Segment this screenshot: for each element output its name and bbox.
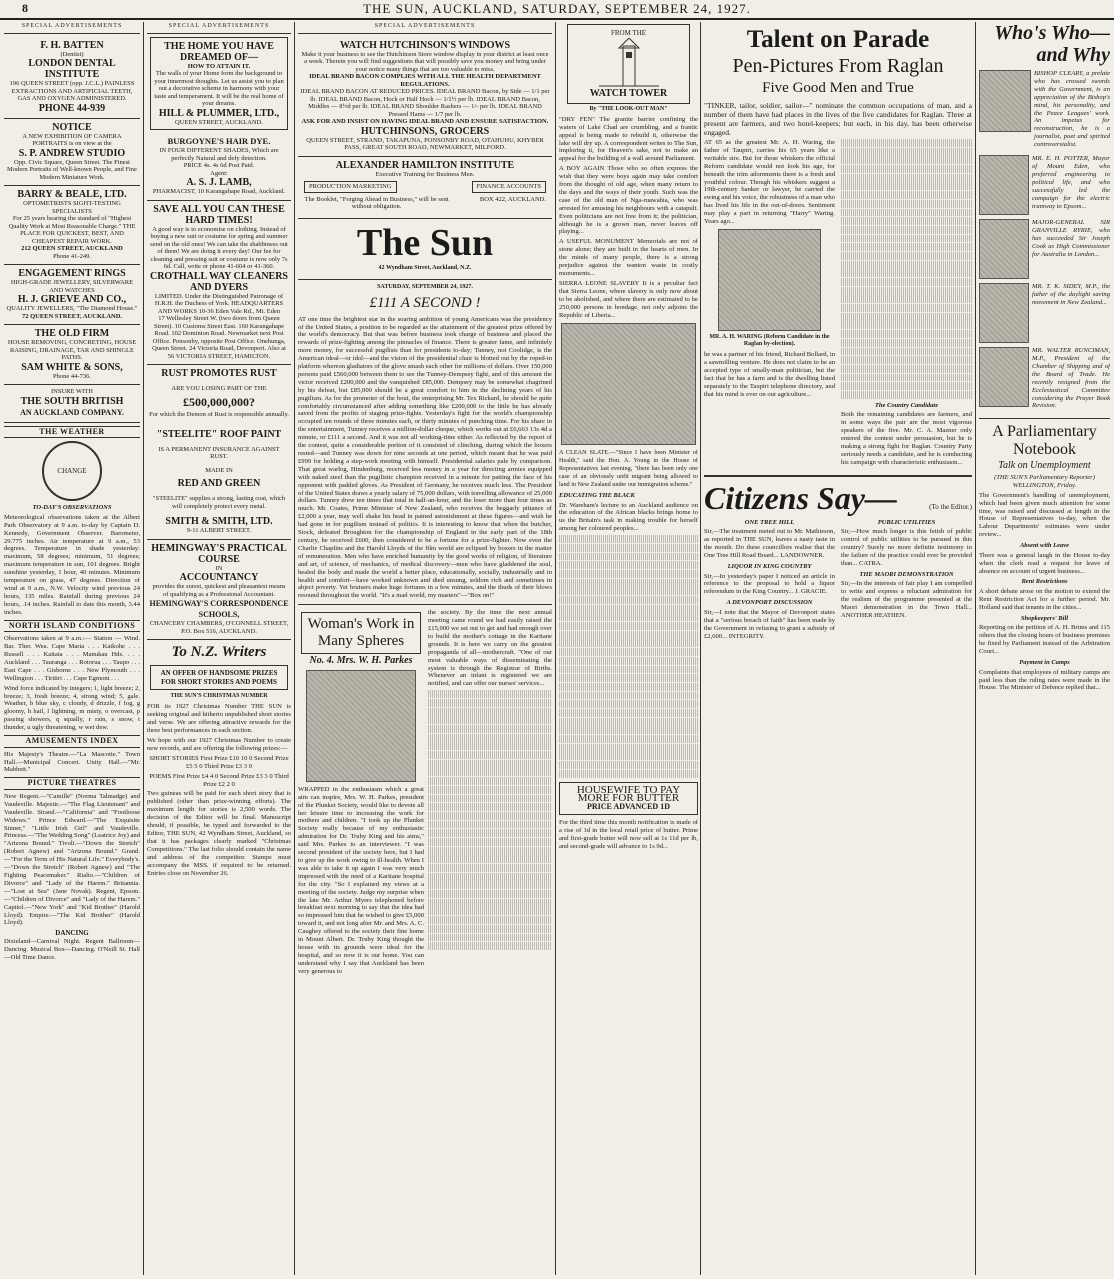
writers-poems-prizes: POEMS First Prize £4 4 0 Second Prize £3 3 0 Third Prize £2 2 0 <box>149 772 289 788</box>
portrait-cleary <box>979 70 1031 132</box>
home-sub: HOW TO ATTAIN IT. <box>187 62 251 70</box>
burgoyne-text: IN FOUR DIFFERENT SHADES, Which are perfectly Natural and defy detection. <box>159 147 279 162</box>
country-candidate-heading: The Country Candidate <box>874 401 939 409</box>
writers-competition <box>147 644 291 877</box>
women-sub: No. 4. Mrs. W. H. Parkes <box>309 655 413 667</box>
watchtower-byline: By "THE LOOK-OUT MAN" <box>589 105 668 112</box>
home-company: HILL & PLUMMER, LTD., <box>158 107 280 119</box>
ad-steelite <box>147 365 291 540</box>
barry-address: 212 QUEEN STREET, AUCKLAND <box>21 245 123 253</box>
waring-caption: MR. A. H. WARING (Reform Candidate in the Raglan by-election). <box>709 333 830 347</box>
whos-who-title: Who's Who—and Why <box>994 22 1110 66</box>
letter-utilities-text: Sir,—How much longer is this fetish of public control of public utilities to be pursued in this country? Surely no more definite testimony to the failure of the practice could ever be provided than... CATRA. <box>841 528 972 567</box>
hutchinson-prices: IDEAL BRAND BACON AT REDUCED PRICES. IDEAL BRAND Bacon, by Side — 1/1 per lb. IDEAL BRAND Bacon, Hock or Half Hock — 1/1½ per lb. IDEAL BRAND Bacon, Middles — 8½d per lb. IDEAL BRAND Shoulder Rashers — 1/- per lb. IDEAL BRAND Pressed Hams — 1/7 per lb. <box>300 88 550 118</box>
portrait-ryrie <box>979 219 1029 279</box>
talent-lead: "TINKER, tailor, soldier, sailor—" nominate the common occupations of man, and a number of them have had places in the lives of the five candidates for Raglan. Three at present are farmers, and two hotel-keepers; but each, in his day, has been otherwise engaged. <box>704 101 972 137</box>
barry-text: For 25 years bearing the standard of "Highest Quality Work at Most Reasonable Charge." THE PLACE FOR QUICKEST, BEST, AND CHEAPEST REPAIR WORK. <box>8 215 136 245</box>
alexander-c1: PRODUCTION MARKETING <box>304 181 397 193</box>
barometer-icon <box>42 441 102 501</box>
section-label: SPECIAL ADVERTISEMENTS <box>298 22 552 34</box>
studio-address: Opp. Civic Square, Queen Street. The Finest Modern Portraits of Well-known People, and Fine Modern Miniature Work. <box>7 158 137 181</box>
notebook-text: The Government's handling of unemployment, which had been given much attention for some time, was raised and discussed at length in the House of Representatives to-day, when the Labour Departments' estimates were under review... <box>979 491 1110 539</box>
insure-line2: THE SOUTH BRITISH <box>20 395 124 407</box>
grieve-address: 72 QUEEN STREET, AUCKLAND. <box>21 312 123 320</box>
women-body: WRAPPED in the enthusiasm which a great aim can inspire, Mrs. W. H. Parkes, president of the Plunket Society, would like to devote all her leisure time to increasing the work for mothers and children. "I took up the Plunket Society really because of my enthusiastic admiration for Dr. Truby King and his aims," said Mrs. Parkes to an interviewer. "I was second president of the society here, but I had to give up the work owing to ill-health. When I was able to take it up again I was very much impressed with the need of a Karitane hospital for the city. "So I explained my views at a meeting of the society. Judge my surprise when the late Mr. Arthur Myers telephoned before breakfast next morning to say that the idea had so impressed him that he wished to give £5,000 toward it, and not long after Mr. and Mrs. A. C. Caughey offered to the society their fine home in Mount Albert. Dr. Truby King thought the house with its grounds were ideal for the hospital, and so now it is our home. You can understand why I say that Auckland has been very generous to <box>298 785 424 975</box>
notebook-t3: Reporting on the petition of A. H. Brims and 115 others that the closing hours of business premises be fixed by Parliament instead of the Arbitration Court... <box>979 624 1110 656</box>
crothall-sub: LIMITED. Under the Distinguished Patronage of H.R.H. the Duchess of York. HEADQUARTERS AND WORKS 10-36 Eden Vale Rd., Mt. Eden <box>154 292 284 315</box>
hutchinson-text: Make it your business to see the Hutchinson Store window display in your district at least once a week. Therein you will find suggestions that will possibly save you money and bring under your notice many things that are too valuable to miss. <box>301 50 549 73</box>
filler-text <box>559 535 698 777</box>
talent-sub: Pen-Pictures From Raglan <box>732 55 944 77</box>
hemingway-subject: ACCOUNTANCY <box>179 572 259 584</box>
portrait-waring <box>718 229 821 331</box>
notebook-title: A Parliamentary Notebook <box>992 423 1097 459</box>
section-label: SPECIAL ADVERTISEMENTS <box>4 22 140 34</box>
talent-body2: he was a partner of his friend, Richard Bollard, in a sawmilling venture. He does not claim to be an accepted type of smally-man politician, but the fact that he has a farm and is the dwelling listed separately to the Taupiri telephone directory, and that his mind is ever on our agriculture... <box>704 350 835 398</box>
hemingway-name: HEMINGWAY'S CORRESPONDENCE SCHOOLS, <box>149 599 289 620</box>
letter-maori-title: THE MAORI DEMONSTRATION <box>859 570 954 578</box>
burgoyne-address: PHARMACIST, 10 Karangahape Road, Auckland. <box>152 188 286 196</box>
rust-colors: RED AND GREEN <box>177 478 261 490</box>
notice-text: A NEW EXHIBITION OF CAMERA PORTRAITS is on view at the <box>22 132 122 148</box>
masthead: THE SUN, AUCKLAND, SATURDAY, SEPTEMBER 24, 1927. <box>363 1 751 16</box>
alexander-sub: Executive Training for Business Men. <box>375 170 475 178</box>
firm-title: THE OLD FIRM <box>34 328 110 340</box>
butter-text: For the third time this month notification is made of a rise of 1d in the local retail price of butter. Prime and first-grade butter will now sell at 1s 11d per lb, and second-grade will advance to 1s 9d... <box>559 819 698 851</box>
barry-name: BARRY & BEALE, LTD. <box>17 189 127 201</box>
writers-p1: FOR its 1927 Christmas Number THE SUN is seeking original and hitherto unpublished short stories and verse. We are offering attractive rewards for the three best performances in each section. <box>147 703 291 735</box>
women-cont: the society. By the time the next annual meeting came round we had easily raised the £15,000 we set out to get and had enough over to build the mother's cottage in the Karitane grounds. It is here we carry on the greatest propaganda of all—mothercraft. "One of our most valuable ways of disseminating the system is through the Registrar of Births. Whenever an infant is registered we are notified, and can offer our nurses' services... <box>428 609 552 688</box>
watchtower-logo-text: WATCH TOWER <box>589 88 668 100</box>
studio-name: S. P. ANDREW STUDIO <box>18 147 126 159</box>
ad-alexander-hamilton <box>298 157 552 219</box>
hutchinson-bacon: IDEAL BRAND BACON COMPLIES WITH ALL THE HEALTH DEPARTMENT REGULATIONS. <box>309 73 541 88</box>
firm-name: SAM WHITE & SONS, <box>21 361 123 373</box>
column-feature <box>704 22 972 1274</box>
ad-batten-role: (Dentist) <box>60 50 84 58</box>
north-island-title: NORTH ISLAND CONDITIONS <box>4 620 140 633</box>
talent-title: Talent on Parade <box>746 26 930 53</box>
north-island-forecast: Wind force indicated by integers; 1, light breeze; 2, breeze; 3, fresh breeze; 4, strong wind; 5, gale. Weather, b blue sky, c cloudy, d drizzle, f fog, g gloomy, h hail, l lightning, m misty, o overcast, p passing showers, q squally, r rain, s snow, t thunder, u ugly threatening, w wet dew. <box>4 684 140 732</box>
column-rule <box>143 22 144 1275</box>
column-classifieds-right <box>147 22 291 1274</box>
citizens-say <box>704 475 972 643</box>
rust-made: MADE IN <box>205 466 233 474</box>
butter-headline <box>559 782 698 816</box>
column-whos-who <box>979 22 1110 1274</box>
women-continued <box>428 609 552 977</box>
watchtower-logo-from: FROM THE <box>610 29 647 37</box>
weather-text: Meteorological observations taken at the Albert Park Observatory at 9 a.m. to-day by Captain D. Kennedy, Government Observer. Barometer, 29.775 inches. Air temperature at 9 a.m., 53 degrees. Temperature in shade yesterday: maximum, 58 degrees; minimum, 51 degrees; maximum temperature in sun, 101 degrees. Bright sunshine yesterday, 1 hour, 40 minutes. Minimum temperature on grass, 47 degrees. Direction of wind at 9 a.m., N.W. Velocity wind previous 24 hours, 135 miles. Rainfall during previous 24 hours, .14 inches. Rainfall to date this month, 3.44 inches. <box>4 513 140 616</box>
portrait-potter <box>979 155 1029 215</box>
hutchinson-title: WATCH HUTCHINSON'S WINDOWS <box>339 39 511 51</box>
amusements-text: His Majesty's Theatre.—"La Mascotte." Town Hall.—Municipal Concert. Unity Hall.—"Mr. Mabbett." <box>4 750 140 774</box>
firm-text: HOUSE REMOVING, CONCRETING, HOUSE RAISING, DRAINAGE, TAR AND SHINGLE PATHS. <box>7 339 137 362</box>
who-sidey: MR. T. K. SIDEY, M.P., the father of the daylight saving movement in New Zealand... <box>1032 283 1110 306</box>
column-rule <box>294 22 295 1275</box>
column-rule <box>700 22 701 1275</box>
watchtower-text4: SIERRA LEONE SLAVERY It is a peculiar fact that Sierra Leone, where slavery is only now about to be abolished, and where there are estimated to be 250,000 persons in bondage, not only adjoins the Republic of Liberia... <box>559 279 698 319</box>
who-potter: MR. E. H. POTTER, Mayor of Mount Eden, who preferred engineering to political life, and who successfully led the campaign for the electric tramway to Epsom... <box>1032 155 1110 210</box>
burgoyne-price: PRICE 4s. 4s 6d Post Paid. <box>183 162 255 170</box>
crothall-name: CROTHALL WAY CLEANERS AND DYERS <box>149 270 288 293</box>
parliamentary-notebook <box>979 418 1110 692</box>
editorial-title: £111 A SECOND ! <box>369 294 481 311</box>
cartoon-caption: A CLEAN SLATE.—"Since I have been Minister of Health," said the Hon. A. Young in the House of Representatives last evening, "there has been only one case of an obviously unfit migrant being allowed to land in New Zealand under our immigration scheme." <box>559 449 698 489</box>
ad-barry-beale <box>4 186 140 265</box>
north-island-table: Observations taken at 9 a.m.:— Station — Wind. Bar. Ther. Wea. Cape Maria . . . Kaikohe . . . Russell . . . Kaitaia . . . Manukau Hds. . . . Auckland . . . Tauranga . . . Rotorua . . . Taupo . . . East Cape . . . Gisborne . . . New Plymouth . . . Wellington . . . Tiritiri . . . Cape Egmont . . . <box>4 635 140 682</box>
ad-hill-plummer <box>150 37 288 131</box>
educating-black-title: EDUCATING THE BLACK <box>559 491 635 499</box>
citizens-sub: (To the Editor.) <box>929 502 972 511</box>
talent-body <box>704 139 972 469</box>
filler-text <box>841 139 972 399</box>
home-title: THE HOME YOU HAVE DREAMED OF— <box>164 40 274 63</box>
ad-batten-name: F. H. BATTEN <box>40 39 104 51</box>
barry-sub: OPTOMETRISTS SIGHT-TESTING SPECIALISTS <box>23 200 121 215</box>
portrait-mrs-parkes <box>306 670 416 782</box>
insure-line3: AN AUCKLAND COMPANY. <box>20 407 124 417</box>
page-number: 8 <box>22 1 28 15</box>
burgoyne-title: BURGOYNE'S HAIR DYE. <box>167 136 271 147</box>
column-classifieds-left <box>4 22 140 1274</box>
who-ryrie: MAJOR-GENERAL SIR GRANVILLE RYRIE, who has succeeded Sir Joseph Cook as High Commissioner for Australia in London... <box>1032 219 1110 258</box>
who-runciman: MR. WALTER RUNCIMAN, M.P., President of the Chamber of Shipping and of the Board of Trade. He recently resigned from the Ecclesiastical Committee considering the Prayer Book Revision. <box>1032 347 1110 410</box>
ad-crothall <box>147 201 291 366</box>
alexander-booklet: The Booklet, "Forging Ahead in Business," will be sent without obligation. <box>304 195 449 211</box>
alexander-box: BOX 422, AUCKLAND. <box>479 195 546 203</box>
rust-p1: IS A PERMANENT INSURANCE AGAINST RUST. <box>158 445 280 461</box>
watchtower-text3: A USEFUL MONUMENT Memorials are not of stone alone; they are built in the hearts of men. In the minds of many people, there is a strong prejudice against the wanton waste in costly monuments... <box>559 238 698 277</box>
watchtower-text1: "DRY FEN" The granite barrier confining the waters of Lake Chad are crumbling, and a frantic appeal is being made to rebuild it, otherwise the lake will dry up. A correspondent writes to The Sun, imploring it, for Heaven's sake, not to make an appeal for the building of a wall around Parliament. <box>559 115 698 163</box>
burgoyne-name: A. S. J. LAMB, <box>186 177 252 189</box>
writers-stories-prizes: SHORT STORIES First Prize £10 10 0 Second Prize £5 5 0 Third Prize £3 3 0 <box>149 754 289 770</box>
rust-sub: For which the Demon of Rust is responsible annually. <box>149 411 289 419</box>
rust-company: SMITH & SMITH, LTD. <box>165 516 273 528</box>
burgoyne-agent: Agent: <box>210 169 228 177</box>
tower-icon <box>599 38 659 88</box>
notebook-t2: A short debate arose on the motion to extend the Rent Restriction Act for a further period. Mr. Holland said that tenants in the cities... <box>979 588 1110 611</box>
letter-onetreehill-text: Sir,—The treatment meted out to Mr. Mathieson, as reported in THE SUN, leaves a nasty taste in the mouth. Do these councillors realise that the One Tree Hill Road Board... LANDOWNER. <box>704 528 835 560</box>
ad-old-firm <box>4 325 140 385</box>
rust-title: RUST PROMOTES RUST <box>161 368 277 380</box>
ad-batten-phone: PHONE 44-939 <box>38 102 106 114</box>
notice-title: NOTICE <box>52 121 92 133</box>
letter-maori-text: Sir,—In the interests of fair play I am compelled to write and express a reluctant admiration for the realism of the programme presented at the Maori demonstration in the Town Hall... ANOTHER HEATHEN. <box>841 580 972 620</box>
ad-grieve <box>4 265 140 325</box>
educating-black-text: Dr. Wareham's lecture to an Auckland audience on the education of the African blacks brings home to us the Britain's task in making trouble for herself among her coloured peoples... <box>559 501 698 533</box>
butter-sub: PRICE ADVANCED 1D <box>587 801 670 811</box>
notebook-t4: Complaints that employees of military camps are paid less than the ruling rates were made in the House. The Minister of Defence replied that... <box>979 668 1110 692</box>
sun-date: SATURDAY, SEPTEMBER 24, 1927. <box>377 283 473 290</box>
ad-burgoyne <box>147 133 291 201</box>
crothall-title: SAVE ALL YOU CAN THESE HARD TIMES! <box>153 203 285 226</box>
country-candidate-text: Both the remaining candidates are farmers, and in some ways the pair are the most vigorous speakers of the five. Mr. C. A. Mazner only entered the contest under persuasion, but he is making a strong fight for Raglan. Country Party seriously needs a candidate, and he is conducting his campaign with characteristic enthusiasm... <box>841 411 972 466</box>
writers-p3: Two guineas will be paid for each short story that is published (other than prize-winning efforts). The maximum length for stories is 2,500 words. The decision of the Editor will be final. Manuscript should, if possible, be typed and forwarded to the Editor, THE SUN, 42 Wyndham Street, Auckland, so that it has packages clearly marked "Christmas Competitions." The last folio should contain the name and address of the competitor. Stamps must accompany the MSS. if required to be returned. Entries close on November 26. <box>147 790 291 877</box>
ad-hemingway <box>147 540 291 641</box>
citizens-title: Citizens Say— <box>704 479 897 516</box>
firm-phone: Phone 44-736. <box>53 372 91 380</box>
sun-masthead <box>298 219 552 280</box>
talent-sub2: Five Good Men and True <box>762 80 914 96</box>
rust-text: ARE YOU LOSING PART OF THE <box>171 385 267 393</box>
women-feature <box>298 604 552 977</box>
hutchinson-address: QUEEN STREET, STRAND, TAKAPUNA, PONSONBY ROAD, OTAHUHU, KHYBER PASS, GREAT SOUTH ROAD, NEWMARKET, MILFORD. <box>306 136 544 152</box>
barometer-label: CHANGE <box>57 466 87 475</box>
column-rule <box>555 22 556 1275</box>
observations-title: TO-DAY'S OBSERVATIONS <box>32 504 112 512</box>
crothall-text: A good way is to economise on clothing. Instead of buying a new suit or costume for spring and summer send on the old ones! We can take the shabbiness out of them! We are doing it every day! Our fee for cleaning and pressing suit or costume is now only 7s 6d. Call, write or phone 41-604 or 41-360. <box>150 225 288 271</box>
sun-logo: The Sun <box>356 221 494 264</box>
rust-address: 9-11 ALBERT STREET. <box>186 527 252 535</box>
hemingway-title: HEMINGWAY'S PRACTICAL COURSE <box>151 542 287 565</box>
watchtower-logo <box>567 24 690 104</box>
notebook-h1: Absent with Leave <box>1019 542 1070 550</box>
rust-p2: "STEELITE" supplies a strong, lasting coat, which will completely protect every metal. <box>152 495 286 510</box>
notebook-h4: Payment in Camps <box>1019 659 1070 666</box>
section-label: SPECIAL ADVERTISEMENTS <box>147 22 291 34</box>
letter-devonport-title: A DEVONPORT DISCUSSION <box>726 599 813 607</box>
column-watch-tower <box>559 22 698 1274</box>
grieve-title: ENGAGEMENT RINGS <box>18 268 126 280</box>
dancing-title: DANCING <box>55 929 89 938</box>
letter-devonport-text: Sir,—I note that the Mayor of Devonport states that a "serious breach of faith" has been made by the Government in refusing to grant a subsidy of £2,600... INTEGRITY. <box>704 608 835 640</box>
butter-title: HOUSEWIFE TO PAY MORE FOR BUTTER <box>576 783 681 805</box>
ad-south-british <box>4 385 140 423</box>
sun-address: 42 Wyndham Street, Auckland, N.Z. <box>378 264 472 271</box>
notebook-t1: There was a general laugh in the House to-day when the clerk read a request for leave of absence on account of urgent business... <box>979 551 1110 575</box>
notebook-h3: Shopkeepers' Bill <box>1020 614 1069 622</box>
barry-phone: Phone 41-249. <box>53 252 91 260</box>
ad-hutchinson <box>298 37 552 157</box>
dancing-text: Dixieland—Carnival Night. Regent Ballroom—Dancing. Musical Box—Dancing. O'Neill St. Hall—Old Time Dance. <box>4 937 140 961</box>
rust-amount: £500,000,000? <box>183 394 255 409</box>
writers-sub: THE SUN'S CHRISTMAS NUMBER <box>170 693 268 700</box>
home-text: The walls of your Home form the background to your innermost thoughts. Let us assist you to plan out a decorative scheme in harmony with your taste and temperament. It will be the real home of your dreams. <box>154 70 284 108</box>
letter-utilities-title: PUBLIC UTILITIES <box>877 518 936 526</box>
hutchinson-ask: ASK FOR AND INSIST ON HAVING IDEAL BRAND AND ENSURE SATISFACTION. <box>301 118 549 126</box>
cartoon-clean-slate <box>561 323 696 445</box>
crothall-branches: 17 Wellesley Street W. (two doors from Queen Street). 10 Customs Street East. 160 Karangahape Road. 102 Dominion Road. Newmarket next Post Office. Ponsonby, opposite Post Office. Onehunga, Queen Street. 24 Victoria Road, Devonport. Also at 56 VICTORIA STREET, HAMILTON. <box>152 315 286 360</box>
column-rule <box>975 22 976 1275</box>
weather-title: THE WEATHER <box>4 426 140 439</box>
alexander-name: ALEXANDER HAMILTON INSTITUTE <box>335 159 515 171</box>
newspaper-header <box>0 0 1114 20</box>
notebook-h2: Rent Restrictions <box>1021 578 1068 586</box>
home-address: QUEEN STREET, AUCKLAND. <box>175 118 263 126</box>
letter-liquor-text: Sir,—In yesterday's paper I noticed an article in reference to the proposal to hold a liquor referendum in the King Country... J. GRACIE. <box>704 572 835 596</box>
hemingway-text: provides the surest, quickest and pleasantest means of qualifying as a Professional Accountant. <box>152 583 286 598</box>
portrait-sidey <box>979 283 1029 343</box>
portrait-runciman <box>979 347 1029 407</box>
ad-batten <box>4 37 140 119</box>
women-title: Woman's Work in Many Spheres <box>301 612 421 654</box>
watchtower-text2: A BOY AGAIN Those who so often express the wish that they were boys again may take comfort from the thought of old age, when many return to the days and the ways of their youth. Such was the case of the old man of Nga-ruawahia, who was arrested for amusing his neighbours with a catapult. Even politicians are not free from it; the politician, although he is a grown man, never leaves off playing... <box>559 165 698 236</box>
pictures-title: PICTURE THEATRES <box>4 777 140 790</box>
talent-body-text: AT 65 as the greatest Mr. A. H. Waring, the father of Taupiri, carries his 65 years like a veritable sire. But for those whiskers the official Reform candidate would not look his age, for beneath the trim adornments there is a fresh and youthful colour. Though his whiskers suggest a 19th-century banker or lawyer, he carried the swing and his voice, the robustness of a man who has lived his life in the out-of-doors. Sentiment may play a part in returning "Harry" Waring. Years ago... <box>704 139 835 226</box>
hemingway-address: CHANCERY CHAMBERS, O'CONNELL STREET, P.O. Box 516, AUCKLAND. <box>149 620 289 635</box>
notebook-dateline: (THE SUN'S Parliamentary Reporter) WELLINGTON, Friday. <box>994 473 1095 489</box>
weather-section <box>4 426 140 732</box>
alexander-c2: FINANCE ACCOUNTS <box>472 181 546 193</box>
who-cleary: BISHOP CLEARY, a prelate who has crossed swords with the Government, is an appreciation of the Bishop's mind, his personality, and the Peace Leagues' work. An impetus for reconstruction, he is a journalist, poet and spirited controversialist. <box>1034 70 1110 149</box>
letter-onetreehill-title: ONE TREE HILL <box>744 518 795 526</box>
hutchinson-name: HUTCHINSONS, GROCERS <box>360 125 490 137</box>
rust-brand: "STEELITE" ROOF PAINT <box>156 428 282 440</box>
grieve-sub: HIGH-GRADE JEWELLERY, SILVERWARE AND WATCHES <box>10 279 134 294</box>
editorial-body: AT one time the brightest star in the soaring ambition of young Americans was the presidency of the United States, a position to be regarded as the attainment of the greatest prize offered by the world's democracy. But that was before business took charge of business and placed the rewards of prize-fighting among the pinnacles of finance. There is greater fame, and infinitely more money, for successful pugilists than for presidents to-day; Tunney, not Coolidge, is the American ideal—or idol—and the vision of the presidential chair is blotted out by the roped-in platform whereon gladiators of the glove smash each other for millions of dollars. Over 150,000 persons paid £560,000 between them to see the Tunney-Dempsey fight, and of this amount the victor received £200,000 and the vanquished £85,000. Dempsey may be somewhat chagrined by his defeat, but £85,000 should be a great comfort to him in the declining years of his pugilism. As for the promoter of the bout, the enterprising Mr. Tex Rickard, he should be quite comfortably circumstanced after adding something like £200,000 to the little he has already saved from the profits of staging prize-fights. Yesterday's fight for the world's championship occupied ten rounds of three minutes each, or thirty minutes of punching time. For his share in the entertainment, Tunney receives a million-dollar cheque, which works out at £6,663 13s 4d a minute, or £111 a second. And it was not all working-time either. As reflected by the report of the contest, quite a considerable portion of it consisted of clinching, during which the boxers rested—and Tunney was down for nine seconds at one period, which meant that he was paid £999 for holding a step-work meeting with himself. Presidential salaries pale by comparison. That great warlog, Hindenburg, received less money in a year for directing armies equipped with naked steel than the pugilistic champion received in a minute for patting the face of his opponent with padded gloves. As President of Germany, he receives much less. The President of the United States draws a yearly salary of 75,000 dollars, with travelling allowance of 25,000 dollars. Tunney drew ten times that total in half-an-hour, and the loser more than four times as much. Mr. Coates, Prime Minister of New Zealand, who receives the beggarly pittance of £2,000 a year, may well shake his head in pained astonishment at these figures—and wish he had gone in for pugilism instead of politics. It is interesting to know that when the butcher, Stock, defeated Broughton for the championship of England in the early part of the 18th century, he received £600, then considered to be a fortune for a prize-fighter. Now even the Charlie Chaplins and the Harold Lloyds of the film world are eclipsed by boxers in the matter of remuneration. Men who have enriched humanity by the good works of religion, of literature and art, of science, of mechanics, of medical discovery—men who have gladdened the soul, healed the body and made the world a better place, educationally, socially, industrially and in health and comfort—have worked unknown and died unsung, seldom rich and sometimes in abject poverty. Yet bruisers make huge fortunes in a few minutes, and the thuds of their blows resound throughout the world. "It's a mad world, my masters"—"Box on!" <box>298 315 552 600</box>
grieve-tag: QUALITY JEWELLERS, "The Diamond House." <box>6 305 138 313</box>
filler-text <box>428 690 552 950</box>
writers-p2: We hope with our 1927 Christmas Number to create new records, and are offering the following prizes:— <box>147 737 291 752</box>
insure-line1: INSURE WITH <box>51 388 93 396</box>
amusements-title: AMUSEMENTS INDEX <box>4 735 140 748</box>
ad-batten-institute: LONDON DENTAL INSTITUTE <box>28 58 116 81</box>
ad-andrew-studio <box>4 119 140 187</box>
grieve-name: H. J. GRIEVE AND CO., <box>17 294 127 306</box>
letter-liquor-title: LIQUOR IN KING COUNTRY <box>727 562 812 570</box>
writers-title: To N.Z. Writers <box>171 644 267 661</box>
hemingway-in: IN <box>215 564 223 572</box>
ad-batten-address: 196 QUEEN STREET (opp. J.C.L.) PAINLESS EXTRACTIONS AND ARTIFICIAL TEETH, GAS AND OXYGEN ADMINISTERED. <box>9 80 135 103</box>
column-editorial <box>298 22 552 1274</box>
writers-offer: AN OFFER OF HANDSOME PRIZES FOR SHORT STORIES AND POEMS <box>150 665 288 690</box>
pictures-text: New Regent.—"Camille" (Norma Talmadge) and Vaudeville. Majestic.—"The Flag Lieutenant" and Vaudeville. Strand.—"California" and "Footloose Widows." Prince Edward.—"The Exquisite Sinner," "Little Irish Girl" and Vaudeville. Princess.—"The Wedding Song" (Leatrice Joy) and "Arizona Bound." Tivoli.—"Down the Stretch" (Robert Agnew) and "Arizona Bound." Grand.—"For the Term of His Natural Life." Everybody's.—"Down the Stretch" (Robert Agnew) and "The Fighting Peacemaker." Rialto.—"Children of Divorce" and "Lady of the Harem." Britannia.—"Lost at Sea" (Jane Novak). Regent, Epsom.—"Children of Divorce" and "Lady of the Harem." Capitol.—"New York" and "Kid Brother" (Harold Lloyd). Empire.—"The Kid Brother" (Harold Lloyd). <box>4 792 140 927</box>
notebook-sub: Talk on Unemployment <box>998 460 1091 472</box>
